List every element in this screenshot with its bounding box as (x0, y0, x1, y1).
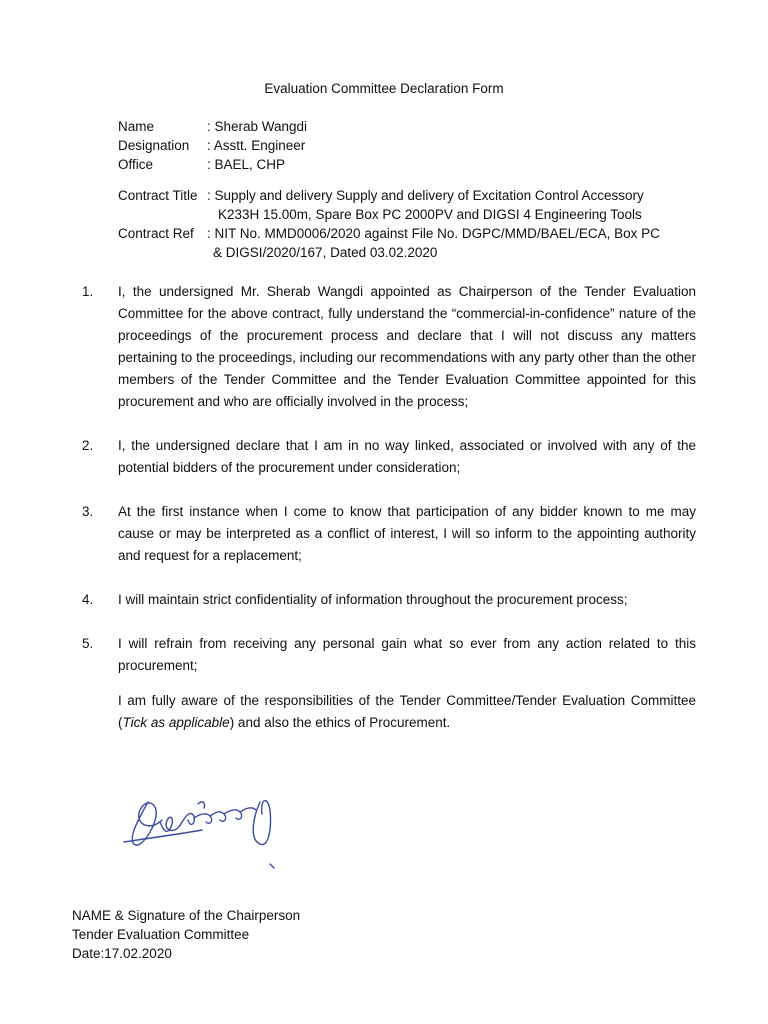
contract-ref-line1: : NIT No. MMD0006/2020 against File No. DGPC/MMD/BAEL/ECA, Box PC (207, 226, 660, 241)
contract-title-row (118, 186, 678, 224)
contract-title-line2: K233H 15.00m, Spare Box PC 2000PV and DIGSI 4 Engineering Tools (218, 207, 642, 222)
info-value: : Sherab Wangdi (207, 119, 308, 134)
info-value: : Asstt. Engineer (207, 138, 306, 153)
list-item (82, 589, 696, 611)
item-number: 3. (82, 504, 94, 519)
contract-ref-value (207, 224, 678, 262)
committee-name: Tender Evaluation Committee (72, 927, 250, 942)
list-item (82, 435, 696, 479)
closing-text-after: ) and also the ethics of Procurement. (229, 715, 451, 730)
info-label: Designation (118, 138, 190, 153)
declaration-list (82, 281, 696, 699)
item-number: 1. (82, 284, 94, 299)
contract-title-value (207, 186, 678, 224)
contract-info (118, 186, 678, 262)
closing-text-italic: Tick as applicable (122, 715, 230, 730)
signature-block (72, 906, 300, 963)
handwritten-signature-icon (110, 780, 300, 890)
contract-ref-label: Contract Ref (118, 226, 194, 241)
item-text: I, the undersigned declare that I am in no way linked, associated or involved with any of the potential bidders of the procurement under consideration; (118, 438, 696, 475)
contract-ref-row (118, 224, 678, 262)
signature-date: Date:17.02.2020 (72, 946, 172, 961)
info-row-designation (118, 136, 307, 155)
item-text: At the first instance when I come to know that participation of any bidder known to me may cause or may be interpreted as a conflict of interest, I will so inform to the appointing authority and request for a replacement; (118, 504, 696, 563)
list-item (82, 501, 696, 567)
signatory-title: NAME & Signature of the Chairperson (72, 908, 301, 923)
item-number: 4. (82, 592, 94, 607)
item-text: I, the undersigned Mr. Sherab Wangdi appointed as Chairperson of the Tender Evaluation Committee for the above contract, fully understand the “commercial-in-confidence” nature of the proceedings of the procurement process and declare that I will not discuss any matters pertaining to the proceedings, including our recommendations with any party other than the other members of the Tender Committee and the Tender Evaluation Committee appointed for this procurement and who are officially involved in the process; (118, 284, 696, 409)
personal-info (118, 117, 307, 174)
document-title: Evaluation Committee Declaration Form (264, 81, 504, 96)
item-text: I will maintain strict confidentiality of information throughout the procurement process; (118, 592, 628, 607)
closing-text-before: I am fully aware of the responsibilities of the Tender Committee/Tender Evaluation Committee ( (118, 693, 696, 730)
item-number: 2. (82, 438, 94, 453)
contract-ref-line2: & DIGSI/2020/167, Dated 03.02.2020 (213, 245, 438, 260)
list-item (82, 633, 696, 677)
closing-statement (118, 690, 696, 734)
info-value: : BAEL, CHP (207, 157, 286, 172)
contract-title-label: Contract Title (118, 188, 198, 203)
contract-title-line1: : Supply and delivery Supply and delivery of Excitation Control Accessory (207, 188, 644, 203)
info-row-office (118, 155, 307, 174)
item-text: I will refrain from receiving any personal gain what so ever from any action related to this procurement; (118, 636, 696, 673)
info-label: Name (118, 119, 155, 134)
list-item (82, 281, 696, 413)
info-label: Office (118, 157, 154, 172)
info-row-name (118, 117, 307, 136)
item-number: 5. (82, 636, 94, 651)
